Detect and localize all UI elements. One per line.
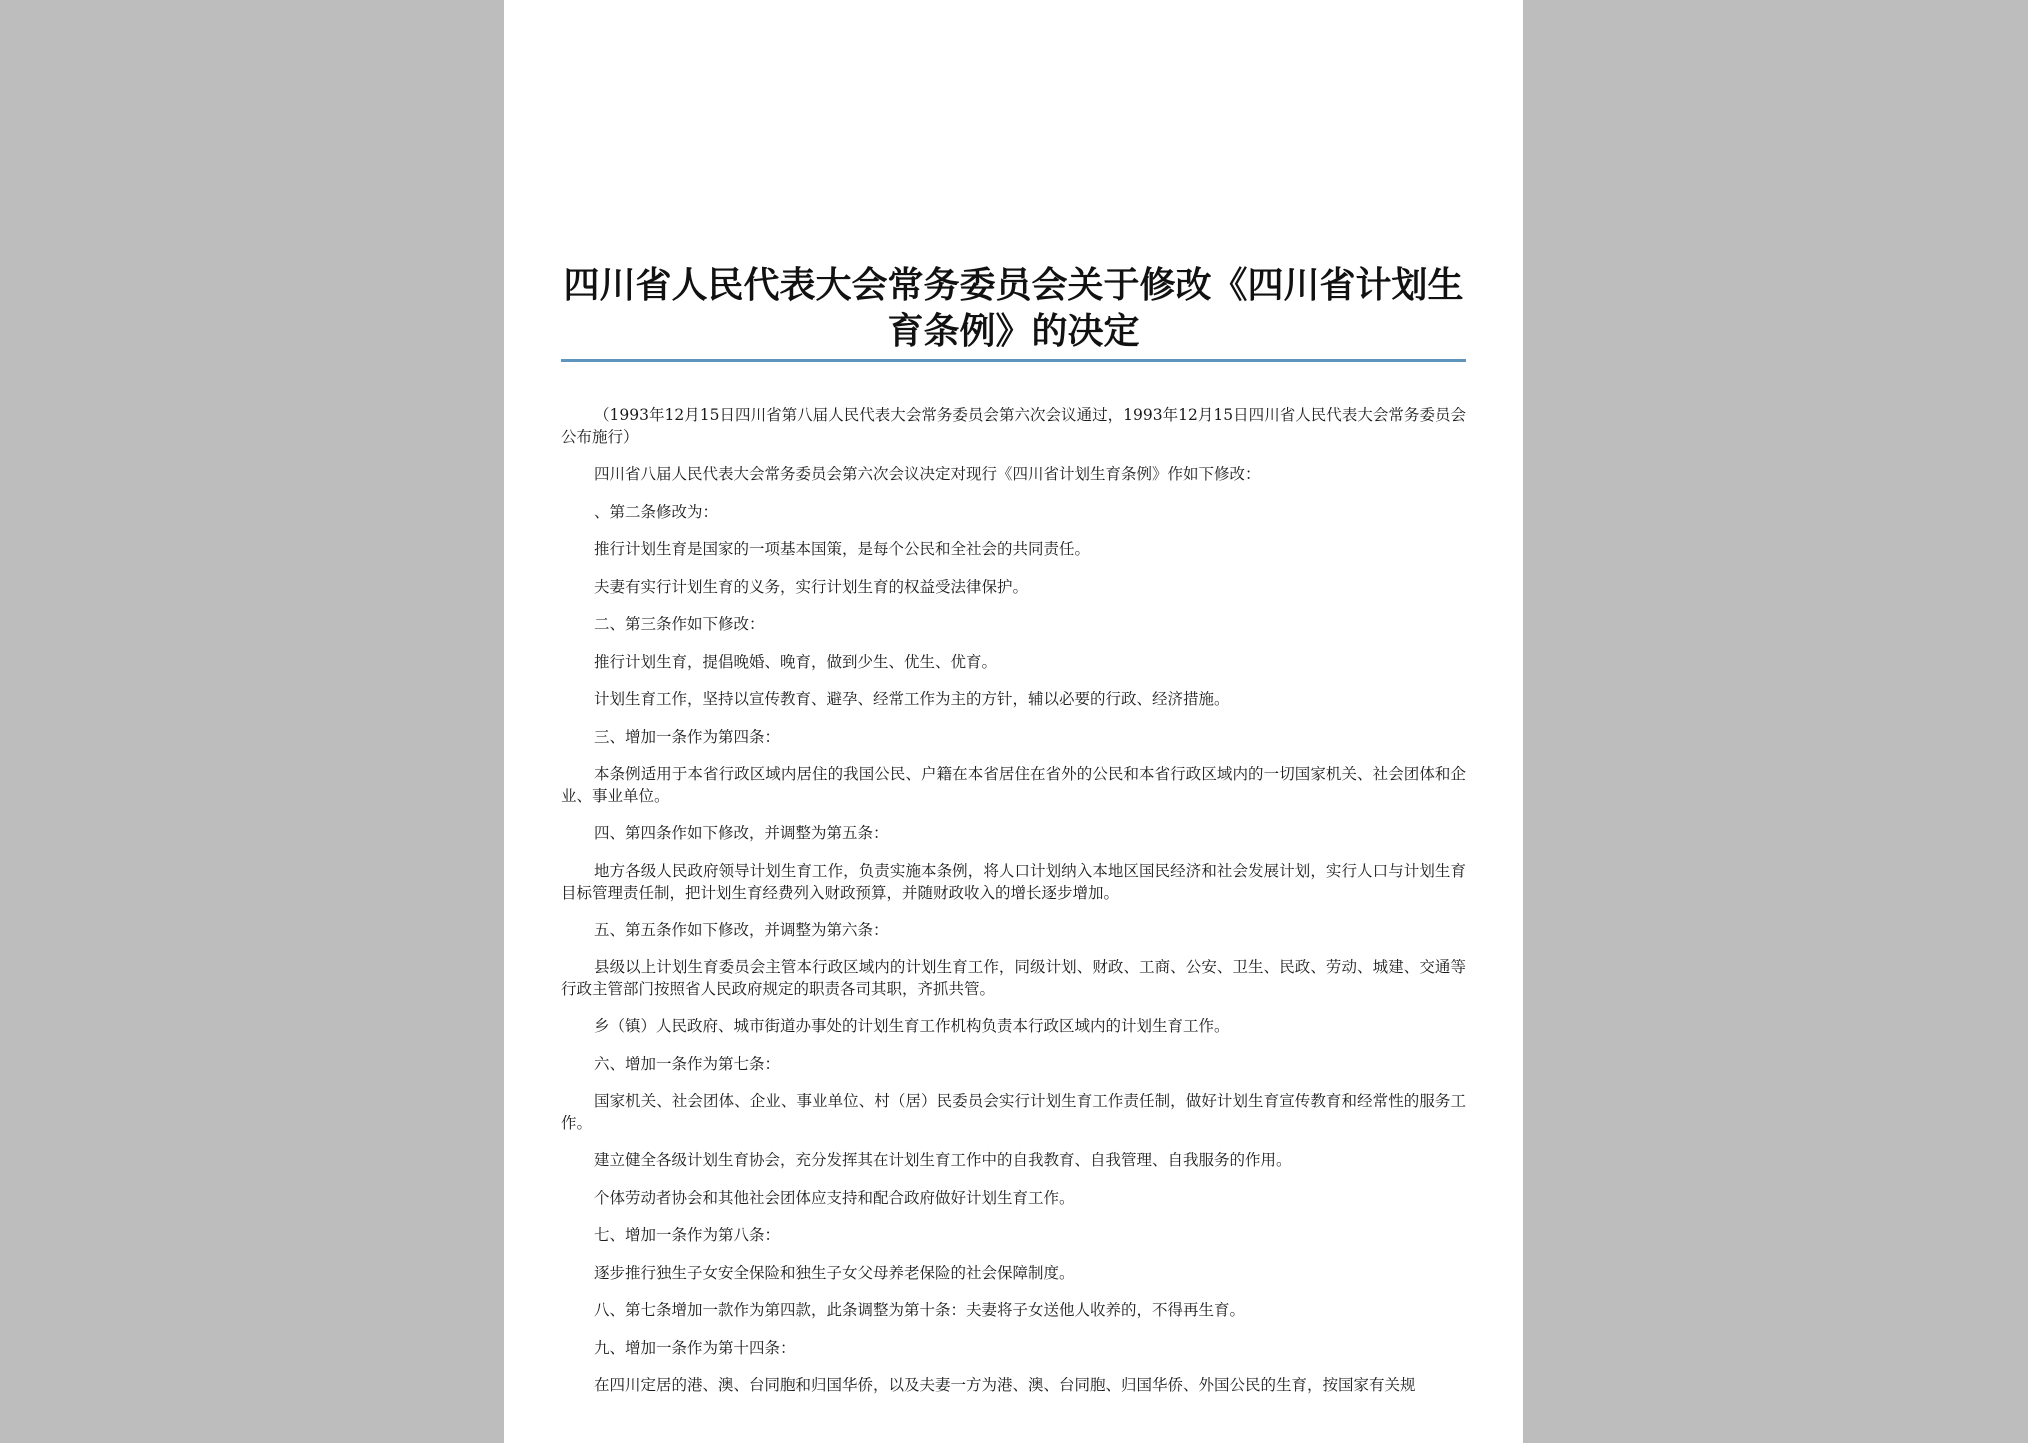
paragraph-heading: 二、第三条作如下修改： [594,615,765,633]
paragraph: 县级以上计划生育委员会主管本行政区域内的计划生育工作，同级计划、财政、工商、公安、卫生、民政、劳动、城建、交通等行政主管部门按照省人民政府规定的职责各司其职，齐抓共管。 [561,958,1466,998]
title-divider [561,359,1466,362]
paragraph: 建立健全各级计划生育协会，充分发挥其在计划生育工作中的自我教育、自我管理、自我服务的作用。 [594,1151,1292,1169]
paragraph-heading: 、第二条修改为： [594,502,719,521]
paragraph-heading: 九、增加一条作为第十四条： [594,1338,796,1357]
paragraph: 推行计划生育，提倡晚婚、晚育，做到少生、优生、优育。 [594,652,998,671]
paragraph-heading: 四、第四条作如下修改，并调整为第五条： [594,824,889,842]
paragraph: 个体劳动者协会和其他社会团体应支持和配合政府做好计划生育工作。 [594,1188,1075,1207]
document-page [504,0,1523,1443]
paragraph: 计划生育工作，坚持以宣传教育、避孕、经常工作为主的方针，辅以必要的行政、经济措施。 [594,690,1230,708]
paragraph: 逐步推行独生子女安全保险和独生子女父母养老保险的社会保障制度。 [594,1263,1075,1282]
paragraph: 八、第七条增加一款作为第四款，此条调整为第十条：夫妻将子女送他人收养的，不得再生育。 [594,1301,1246,1319]
paragraph: 地方各级人民政府领导计划生育工作，负责实施本条例，将人口计划纳入本地区国民经济和社会发展计划，实行人口与计划生育目标管理责任制，把计划生育经费列入财政预算，并随财政收入的增长逐步增加。 [561,861,1466,902]
paragraph: 在四川定居的港、澳、台同胞和归国华侨，以及夫妻一方为港、澳、台同胞、归国华侨、外国公民的生育，按国家有关规 [594,1376,1416,1394]
paragraph-source-note: （1993年12月15日四川省第八届人民代表大会常务委员会第六次会议通过，1993年12月15日四川省人民代表大会常务委员会公布施行） [561,406,1466,446]
document-body [561,404,1466,1412]
paragraph: 乡（镇）人民政府、城市街道办事处的计划生育工作机构负责本行政区域内的计划生育工作。 [594,1017,1230,1035]
paragraph-heading: 三、增加一条作为第四条： [594,727,781,746]
document-title: 四川省人民代表大会常务委员会关于修改《四川省计划生育条例》的决定 [563,264,1464,352]
paragraph: 夫妻有实行计划生育的义务，实行计划生育的权益受法律保护。 [594,577,1029,596]
paragraph-heading: 五、第五条作如下修改，并调整为第六条： [594,920,889,939]
paragraph: 国家机关、社会团体、企业、事业单位、村（居）民委员会实行计划生育工作责任制，做好计划生育宣传教育和经常性的服务工作。 [561,1092,1466,1132]
paragraph-intro: 四川省八届人民代表大会常务委员会第六次会议决定对现行《四川省计划生育条例》作如下修改： [594,465,1261,483]
paragraph-heading: 六、增加一条作为第七条： [594,1054,781,1073]
paragraph-heading: 七、增加一条作为第八条： [594,1226,781,1244]
paragraph: 推行计划生育是国家的一项基本国策，是每个公民和全社会的共同责任。 [594,540,1091,558]
paragraph: 本条例适用于本省行政区域内居住的我国公民、户籍在本省居住在省外的公民和本省行政区域内的一切国家机关、社会团体和企业、事业单位。 [561,765,1466,805]
